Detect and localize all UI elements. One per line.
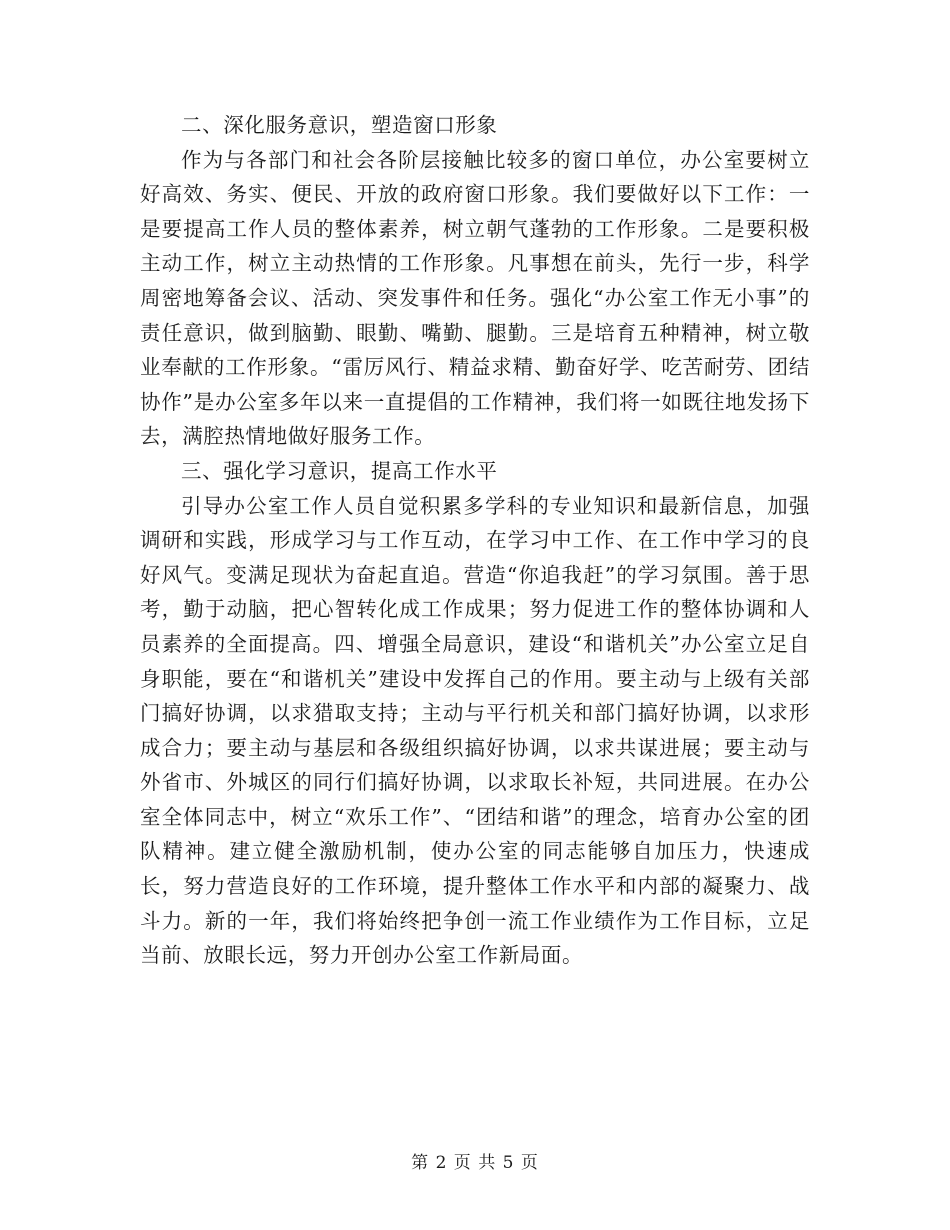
page-number-footer: 第 2 页 共 5 页 bbox=[411, 1153, 539, 1173]
section-body-learning: 引导办公室工作人员自觉积累多学科的专业知识和最新信息，加强调研和实践，形成学习与工作互动，在学习中工作、在工作中学习的良好风气。变满足现状为奋起直追。营造“你追我赶”的学习氛围。善于思考，勤于动脑，把心智转化成工作成果；努力促进工作的整体协调和人员素养的全面提高。四、增强全局意识，建设“和谐机关”办公室立足自身职能，要在“和谐机关”建设中发挥自己的作用。要主动与上级有关部门搞好协调，以求猎取支持；主动与平行机关和部门搞好协调，以求形成合力；要主动与基层和各级组织搞好协调，以求共谋进展；要主动与外省市、外城区的同行们搞好协调，以求取长补短，共同进展。在办公室全体同志中，树立“欢乐工作”、“团结和谐”的理念，培育办公室的团队精神。建立健全激励机制，使办公室的同志能够自加压力，快速成长，努力营造良好的工作环境，提升整体工作水平和内部的凝聚力、战斗力。新的一年，我们将始终把争创一流工作业绩作为工作目标，立足当前、放眼长远，努力开创办公室工作新局面。 bbox=[140, 493, 810, 968]
section-heading-learning: 三、强化学习意识，提高工作水平 bbox=[181, 458, 498, 483]
section-body-service: 作为与各部门和社会各阶层接触比较多的窗口单位，办公室要树立好高效、务实、便民、开放的政府窗口形象。我们要做好以下工作：一是要提高工作人员的整体素养，树立朝气蓬勃的工作形象。二是要积极主动工作，树立主动热情的工作形象。凡事想在前头，先行一步，科学周密地筹备会议、活动、突发事件和任务。强化“办公室工作无小事”的责任意识，做到脑勤、眼勤、嘴勤、腿勤。三是培育五种精神，树立敬业奉献的工作形象。“雷厉风行、精益求精、勤奋好学、吃苦耐劳、团结协作”是办公室多年以来一直提倡的工作精神，我们将一如既往地发扬下去，满腔热情地做好服务工作。 bbox=[140, 147, 810, 449]
document-body bbox=[140, 108, 810, 973]
section-heading-service: 二、深化服务意识，塑造窗口形象 bbox=[181, 113, 498, 137]
